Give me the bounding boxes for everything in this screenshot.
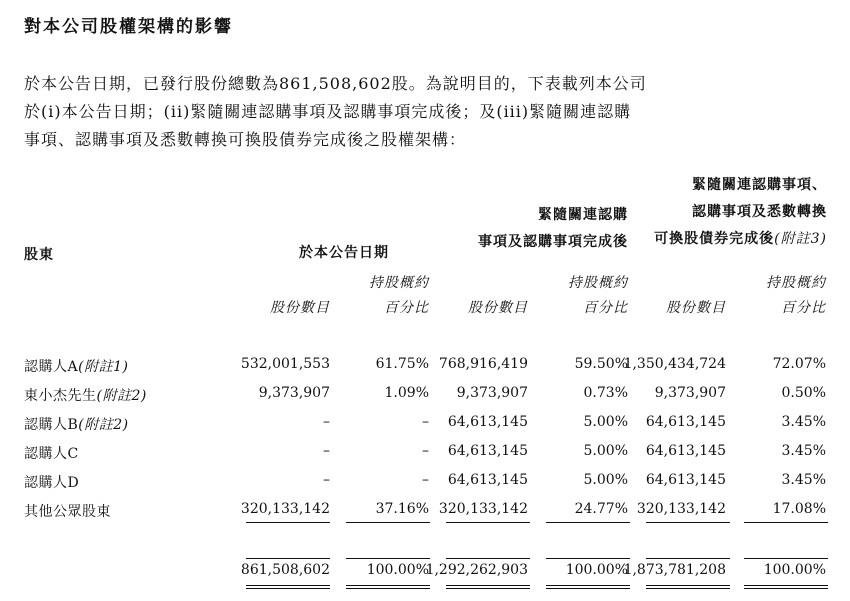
table-cell: 3.45% [781, 443, 826, 459]
total-double-rule [744, 585, 828, 589]
table-cell: 61.75% [375, 356, 429, 372]
pct-header: 持股概約 百分比 [568, 275, 628, 316]
table-row [0, 439, 850, 468]
subtotal-rule [246, 522, 330, 523]
table-cell: 320,133,142 [438, 501, 528, 517]
shares-header: 股份數目 [270, 300, 330, 316]
table-cell: 1.09% [384, 385, 429, 401]
table-row [0, 381, 850, 410]
table-cell: 0.73% [583, 385, 628, 401]
total-double-rule [546, 585, 630, 589]
group-header-line: 認購事項及悉數轉換 [692, 204, 827, 220]
total-cell: 861,508,602 [240, 562, 330, 578]
table-cell: – [422, 443, 429, 459]
group-header-line: 可換股債券完成後(附註3) [654, 231, 827, 247]
total-cell: 100.00% [366, 562, 429, 578]
table-cell: 320,133,142 [636, 501, 726, 517]
table-cell: 3.45% [781, 472, 826, 488]
table-cell: – [323, 443, 330, 459]
group-header-announcement-date [299, 240, 389, 267]
table-cell: 3.45% [781, 414, 826, 430]
table-cell: 37.16% [375, 501, 429, 517]
shareholder-name: 其他公眾股東 [24, 504, 111, 520]
table-row [0, 352, 850, 381]
table-row [0, 468, 850, 497]
shareholder-name: 認購人A(附註1) [24, 359, 129, 375]
table-cell: 5.00% [583, 443, 628, 459]
total-top-rule [546, 558, 630, 559]
shareholder-name: 認購人D [24, 475, 80, 491]
table-cell: 5.00% [583, 414, 628, 430]
group-header-line: 於本公告日期 [299, 245, 389, 261]
group-header-line: 緊隨關連認購 [538, 207, 628, 223]
intro-paragraph [24, 70, 829, 154]
table-cell: 9,373,907 [456, 385, 528, 401]
total-top-rule [744, 558, 828, 559]
table-cell: 5.00% [583, 472, 628, 488]
shares-header: 股份數目 [468, 300, 528, 316]
table-cell: 17.08% [772, 501, 826, 517]
table-cell: 9,373,907 [258, 385, 330, 401]
total-double-rule [246, 585, 330, 589]
table-cell: 24.77% [574, 501, 628, 517]
group-header-line: 緊隨關連認購事項、 [692, 177, 827, 193]
table-cell: 59.50% [574, 356, 628, 372]
group-header-note: (附註3) [774, 231, 827, 247]
total-double-rule [646, 585, 730, 589]
intro-line: 於(i)本公告日期；(ii)緊隨關連認購事項及認購事項完成後；及(iii)緊隨關連認購 [24, 102, 632, 121]
shareholder-name: 東小杰先生(附註2) [24, 388, 147, 404]
subtotal-rule [646, 522, 730, 523]
pct-header: 持股概約 百分比 [369, 275, 429, 316]
total-top-rule [446, 558, 530, 559]
table-cell: – [422, 414, 429, 430]
group-header-after-subscription [478, 202, 628, 256]
table-cell: 64,613,145 [645, 472, 726, 488]
table-cell: 532,001,553 [240, 356, 330, 372]
shareholding-table-body [0, 352, 850, 526]
total-cell: 100.00% [763, 562, 826, 578]
total-top-rule [646, 558, 730, 559]
shareholder-name: 認購人B(附註2) [24, 417, 129, 433]
table-cell: 72.07% [772, 356, 826, 372]
intro-line: 於本公告日期，已發行股份總數為861,508,602股。為說明目的，下表載列本公司 [24, 74, 647, 93]
table-cell: 320,133,142 [240, 501, 330, 517]
group-header-after-conversion [654, 172, 827, 253]
subtotal-rule [446, 522, 530, 523]
table-row [0, 410, 850, 439]
table-cell: 768,916,419 [438, 356, 528, 372]
intro-line: 事項、認購事項及悉數轉換可換股債券完成後之股權架構： [24, 130, 467, 149]
table-cell: 64,613,145 [645, 443, 726, 459]
table-cell: 1,350,434,724 [623, 356, 726, 372]
table-cell: – [323, 472, 330, 488]
total-top-rule [346, 558, 430, 559]
subtotal-rule [744, 522, 828, 523]
total-cell: 100.00% [565, 562, 628, 578]
table-cell: 64,613,145 [645, 414, 726, 430]
table-cell: 64,613,145 [447, 414, 528, 430]
pct-header: 持股概約 百分比 [766, 275, 826, 316]
totals-row [0, 560, 850, 584]
shareholder-column-header: 股東 [24, 247, 54, 263]
table-cell: 64,613,145 [447, 443, 528, 459]
shareholder-name: 認購人C [24, 446, 79, 462]
table-cell: 0.50% [781, 385, 826, 401]
subtotal-rule [546, 522, 630, 523]
group-header-line: 事項及認購事項完成後 [478, 234, 628, 250]
table-cell: – [422, 472, 429, 488]
subtotal-rule [346, 522, 430, 523]
total-cell: 1,873,781,208 [623, 562, 726, 578]
total-double-rule [346, 585, 430, 589]
total-double-rule [446, 585, 530, 589]
table-cell: 64,613,145 [447, 472, 528, 488]
total-cell: 1,292,262,903 [425, 562, 528, 578]
shares-header: 股份數目 [666, 300, 726, 316]
table-cell: – [323, 414, 330, 430]
section-title: 對本公司股權架構的影響 [24, 17, 233, 37]
total-top-rule [246, 558, 330, 559]
table-cell: 9,373,907 [654, 385, 726, 401]
